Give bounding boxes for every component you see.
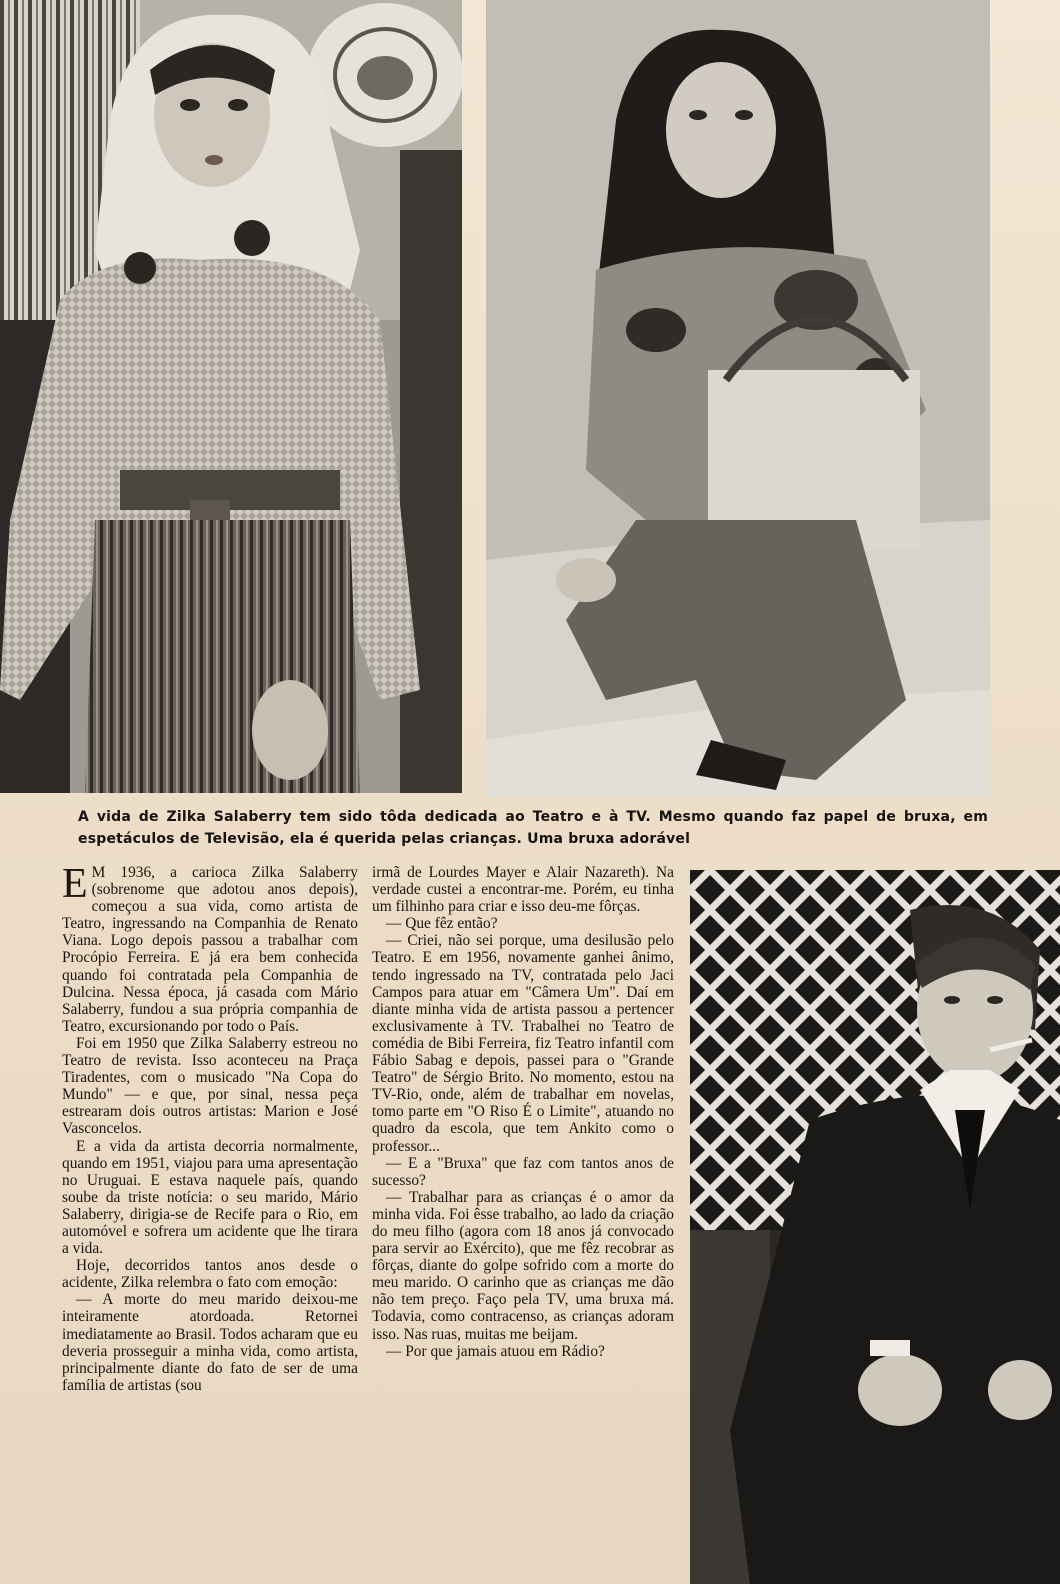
article-paragraph: irmã de Lourdes Mayer e Alair Nazareth). Na verdade custei a encontrar-me. Porém, eu tinha um filhinho para criar e isso deu-me fôrças. — [372, 864, 674, 916]
article-paragraph: — E a "Bruxa" que faz com tantos anos de sucesso? — [372, 1154, 674, 1189]
article-paragraph: — Por que jamais atuou em Rádio? — [386, 1342, 605, 1360]
article-column-2 — [372, 864, 674, 1360]
article-paragraph: Foi em 1950 que Zilka Salaberry estreou no Teatro de revista. Isso aconteceu na Praça Tiradentes, com o musicado "Na Copa do Mundo" — e que, por sinal, nessa peça estrearam dois outros artistas: Marion e José Vasconcelos. — [62, 1034, 358, 1138]
article-paragraph: E a vida da artista decorria normalmente, quando em 1951, viajou para uma apresentação no Uruguai. E estava naquele país, quando soube da triste notícia: o seu marido, Mário Salaberry, dirigia-se de Recife para o Rio, em automóvel e sofrera um acidente que lhe tirara a vida. — [62, 1137, 358, 1258]
article-paragraph: — A morte do meu marido deixou-me inteiramente atordoada. Retornei imediatamente ao Brasil. Todos acharam que eu deveria prosseguir a minha vida, como artista, principalmente diante do fato de ser de uma família de artistas (sou — [62, 1291, 358, 1394]
article-paragraph: — Que fêz então? — [386, 915, 498, 933]
drop-cap: E — [62, 861, 88, 907]
photo-actress-in-costume — [0, 0, 462, 793]
article-paragraph-text: M 1936, a carioca Zilka Salaberry (sobrenome que adotou anos depois), começou a sua vida, como artista de Teatro, ingressando na Companhia de Renato Viana. Logo depois passou a trabalhar com Procópio Ferreira. E já era bem conhecida quando foi contratada pela Companhia de Dulcina. Nessa época, já casada com Mário Salaberry, fundou a sua própria companhia de Teatro, excursionando por todo o País. — [62, 864, 358, 1035]
photo-caption: A vida de Zilka Salaberry tem sido tôda dedicada ao Teatro e à TV. Mesmo quando faz papel de bruxa, em espetáculos de Televisão, ela é querida pelas crianças. Uma bruxa adorável — [78, 809, 988, 847]
photo-son-with-cigarette — [690, 870, 1060, 1584]
article-paragraph: — Trabalhar para as crianças é o amor da minha vida. Foi êsse trabalho, ao lado da criação do meu filho (agora com 18 anos já convocado para servir ao Exército), que me fêz recobrar as fôrças, diante do golpe sofrido com a morte do meu marido. O carinho que as crianças me dão não tem preço. Faço pela TV, uma bruxa má. Todavia, como contracenso, as crianças adoram isso. Nas ruas, muitas me beijam. — [372, 1188, 674, 1343]
photo-actress-with-bag — [486, 0, 990, 797]
article-paragraph — [62, 861, 358, 1035]
article-paragraph: Hoje, decorridos tantos anos desde o acidente, Zilka relembra o fato com emoção: — [62, 1257, 358, 1292]
article-paragraph: — Criei, não sei porque, uma desilusão pelo Teatro. E em 1956, novamente ganhei ânimo, tendo ingressado na TV, contratada pelo Jaci Campos para atuar em "Câmera Um". Daí em diante minha vida de artista passou a pertencer exclusivamente à TV. Trabalhei no Teatro de comédia de Bibi Ferreira, fiz Teatro infantil com Fábio Sabag e depois, passei para o "Grande Teatro" de Sérgio Brito. No momento, estou na TV-Rio, onde, além de trabalhar em novelas, tomo parte em "O Riso É o Limite", atuando no quadro da escola, que tem Ankito como o professor... — [372, 932, 674, 1155]
article-column-1 — [62, 861, 358, 1394]
